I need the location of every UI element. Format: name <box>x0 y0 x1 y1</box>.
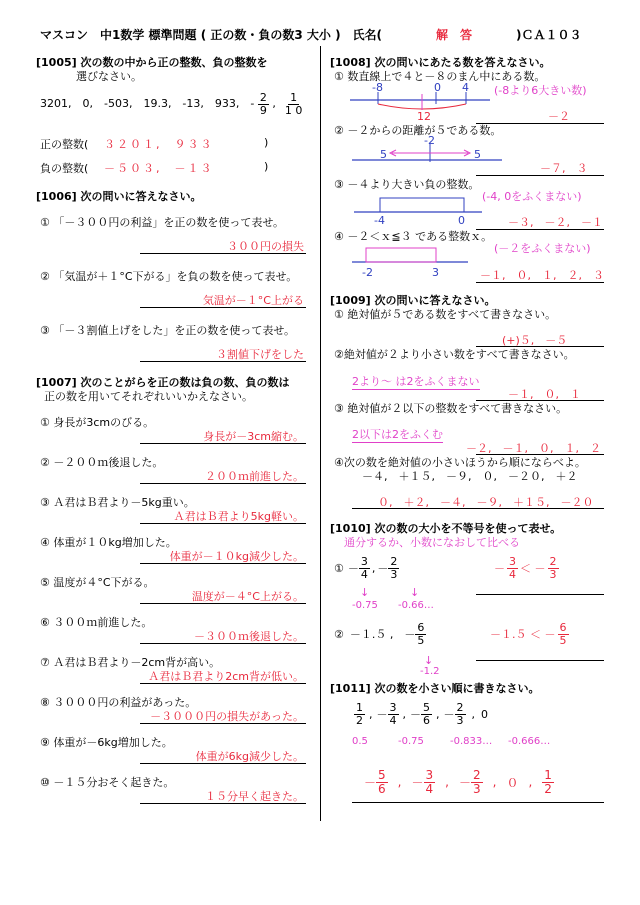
q1008-q2-answer: －７, ３ <box>540 162 588 175</box>
ans-frac <box>542 769 554 795</box>
q1010-p1-arrow2: ↓ <box>410 586 420 599</box>
minus: － <box>458 775 471 790</box>
q1008-heading: [1008] 次の問いにあたる数を答えなさい。 <box>330 56 551 69</box>
frac-den: 4 <box>389 713 397 727</box>
q1010-p2 <box>334 614 426 654</box>
neg-int-answer: －５０３, －１３ <box>104 162 214 175</box>
q1005-list: 3201, 0, -503, 19.3, -13, 933, - $\frac{2}{9}$ , $\frac{1}{1 0}$ <box>40 91 303 117</box>
ans-frac2 <box>548 556 559 580</box>
frac-num: 3 <box>360 554 368 568</box>
answer-label: 解 答 <box>436 28 473 42</box>
nl2-center: -2 <box>424 134 435 147</box>
q1010-p2-answer <box>490 614 569 654</box>
q1008-q3-note: (-4, 0をふくまない) <box>482 190 582 203</box>
q1010-p1-frac2 <box>388 556 399 580</box>
q1009-q4-list: －４, ＋１５, －９, ０, －２０, ＋２ <box>362 470 578 483</box>
q1010-p1-dec1: -0.75 <box>352 600 378 611</box>
q1005-frac2-den: 1 0 <box>284 103 303 117</box>
frac-num: 1 <box>356 700 363 714</box>
frac-num: 2 <box>472 767 481 782</box>
q1009-q1: ① 絶対値が５である数をすべて書きなさい。 <box>334 308 557 321</box>
frac-den: 4 <box>425 781 434 796</box>
q1010-heading: [1010] 次の数の大小を不等号を使って表せ。 <box>330 522 562 535</box>
answer-line <box>140 443 306 444</box>
frac-den: 6 <box>423 713 430 727</box>
q1006-heading: [1006] 次の問いに答えなさい。 <box>36 190 202 203</box>
sheet-code: )ＣＡ１０３ <box>516 28 582 42</box>
neg-int-label: 負の整数( <box>40 162 89 175</box>
frac-num: 1 <box>544 767 552 782</box>
answer-line <box>476 229 604 230</box>
q1011-frac <box>354 702 365 726</box>
q1010-p2-marker: ② <box>334 627 344 641</box>
frac-num: 3 <box>425 767 434 782</box>
q1008-q1-note: (-8より6大きい数) <box>494 84 587 97</box>
q1008-q4-answer: －１, ０, １, ２, ３ <box>480 269 604 282</box>
ans-frac <box>424 769 436 795</box>
frac-den: 3 <box>390 567 398 581</box>
answer-line <box>352 508 604 509</box>
q1011-dec2: -0.75 <box>398 736 424 747</box>
answer-line <box>476 594 604 595</box>
answer-line <box>140 683 306 684</box>
frac-num: 5 <box>378 767 386 782</box>
frac-den: 4 <box>360 567 368 581</box>
q1007-question: ⑧ ３０００円の利益があった。 <box>40 696 197 709</box>
q1008-q3: ③ －４より大きい負の整数。 <box>334 178 480 191</box>
q1009-heading: [1009] 次の問いに答えなさい。 <box>330 294 496 307</box>
frac-den: 5 <box>417 633 425 647</box>
nl2-right: 5 <box>474 148 481 161</box>
answer-line <box>140 253 306 254</box>
q1007-answer: Ａ君はＢ君より2cm背が低い。 <box>148 670 304 683</box>
q1010-p1-dash2: － <box>377 562 389 575</box>
answer-line <box>140 603 306 604</box>
page-title: マスコン 中1数学 標準問題 ( 正の数・負の数3 大小 ) 氏名( <box>40 28 383 42</box>
nl3-b: 0 <box>458 214 465 227</box>
q1011-frac <box>455 702 466 726</box>
q1011-dec1: 0.5 <box>352 736 368 747</box>
q1006-answer: ３割値下げをした <box>216 348 304 361</box>
frac-num: 2 <box>456 700 464 714</box>
nl1-c: 4 <box>462 81 469 94</box>
q1011-heading: [1011] 次の数を小さい順に書きなさい。 <box>330 682 540 695</box>
q1006-question: ① 「－３００円の利益」を正の数を使って表せ。 <box>40 216 285 229</box>
q1007-answer: 体重が6kg減少した。 <box>195 750 304 763</box>
q1009-q2: ②絶対値が２より小さい数をすべて書きなさい。 <box>334 348 575 361</box>
ans-left: －１.５ ＜ － <box>490 628 556 641</box>
q1009-q4: ④次の数を絶対値の小さいほうから順にならべよ。 <box>334 456 586 469</box>
q1007-question: ⑥ ３００ｍ前進した。 <box>40 616 153 629</box>
frac-num: 2 <box>549 554 557 568</box>
minus: － <box>376 708 388 721</box>
minus: － <box>443 708 455 721</box>
q1010-p2-dec: -1.2 <box>420 666 440 677</box>
pos-int-label: 正の整数( <box>40 138 89 151</box>
q1009-q3: ③ 絶対値が２以下の整数をすべて書きなさい。 <box>334 402 568 415</box>
q1007-question: ⑩ －１５分おそく起きた。 <box>40 776 175 789</box>
q1011-zero: 0 <box>481 707 488 721</box>
frac-den: 3 <box>472 781 481 796</box>
answer-line <box>140 803 306 804</box>
ans-frac <box>471 769 483 795</box>
answer-line <box>140 523 306 524</box>
q1007-question: ⑦ Ａ君はＢ君より－2cm背が高い。 <box>40 656 221 669</box>
q1008-q2: ② －２からの距離が５である数。 <box>334 124 502 137</box>
frac-num: 2 <box>390 554 398 568</box>
q1010-p1-dash1: － <box>347 562 359 575</box>
q1007-heading2: 正の数を用いてそれぞれいいかえなさい。 <box>44 390 253 403</box>
answer-line <box>140 643 306 644</box>
frac-num: 3 <box>509 554 516 568</box>
q1010-note: 通分するか、小数になおして比べる <box>344 536 520 549</box>
frac-den: 2 <box>544 781 552 796</box>
q1007-answer: －３０００円の損失があった。 <box>150 710 304 723</box>
nl4-b: 3 <box>432 266 439 279</box>
frac-den: 6 <box>378 781 386 796</box>
q1010-p1-dec2: -0.66… <box>398 600 434 611</box>
answer-line <box>352 802 604 803</box>
answer-line <box>140 307 306 308</box>
answer-line <box>140 763 306 764</box>
q1007-answer: 体重が－１０kg減少した。 <box>169 550 304 563</box>
q1011-frac <box>388 702 399 726</box>
nl3-a: -4 <box>374 214 385 227</box>
minus: － <box>410 708 421 721</box>
q1005-heading2: 選びなさい。 <box>76 70 142 83</box>
neg-int-close: ) <box>264 160 269 173</box>
q1007-question: ⑤ 温度が４°C下がる。 <box>40 576 155 589</box>
ans-dash: － <box>494 562 505 575</box>
q1009-q4-answer: ０, ＋２, －４, －９, ＋１５, －２０ <box>378 496 594 509</box>
frac-num: 6 <box>559 620 567 634</box>
answer-line <box>476 282 604 283</box>
q1009-q1-answer: (+)５, －５ <box>502 334 568 347</box>
answer-line <box>140 563 306 564</box>
q1006-question: ② 「気温が＋１°C下がる」を負の数を使って表せ。 <box>40 270 298 283</box>
frac-den: 5 <box>559 633 567 647</box>
q1008-q4-note: (－２をふくまない) <box>494 242 591 255</box>
q1010-p1-marker: ① <box>334 561 344 575</box>
q1010-p2-frac <box>415 622 426 646</box>
q1005-heading: [1005] 次の数の中から正の整数、負の整数を <box>36 56 268 69</box>
q1008-q1: ① 数直線上で４と－８のまん中にある数。 <box>334 70 546 83</box>
q1011-answer: － $\frac{5}{6}$ , － $\frac{3}{4}$ , － $\frac{2}{3}$ , ０ , $\frac{1}{2}$ <box>364 767 552 796</box>
q1007-answer: 身長が－3cm縮む。 <box>203 430 304 443</box>
frac-num: 3 <box>389 700 397 714</box>
q1007-question: ② －２００ｍ後退した。 <box>40 456 164 469</box>
q1007-answer: －３００ｍ後退した。 <box>194 630 304 643</box>
q1011-frac <box>421 702 432 726</box>
ans-frac <box>558 622 569 646</box>
q1007-answer: ２００ｍ前進した。 <box>205 470 304 483</box>
q1006-answer: ３００円の損失 <box>227 240 304 253</box>
frac-num: 5 <box>423 700 430 714</box>
answer-line <box>140 361 306 362</box>
minus: － <box>411 775 424 790</box>
q1007-question: ④ 体重が１０kg増加した。 <box>40 536 177 549</box>
q1006-question: ③ 「－３割値上げをした」を正の数を使って表せ。 <box>40 324 296 337</box>
nl1-a: -8 <box>372 81 383 94</box>
q1006-answer: 気温が－１°C上がる <box>202 294 304 307</box>
q1010-p1-frac1 <box>359 556 370 580</box>
q1005-frac1 <box>258 92 269 116</box>
ans-zero: ０ <box>506 775 519 790</box>
nl1-b: 0 <box>434 81 441 94</box>
q1008-q1-answer: －２ <box>548 110 570 123</box>
q1011-dec4: -0.666… <box>508 736 551 747</box>
frac-den: 2 <box>356 713 363 727</box>
q1010-p2-lead: －１.５ , － <box>349 628 416 641</box>
q1009-q2-answer: －１, ０, １ <box>508 388 581 401</box>
q1009-q3-note: 2以下は2をふくむ <box>352 428 443 441</box>
q1005-frac2-num: 1 <box>290 91 298 104</box>
q1007-question: ① 身長が3cmのびる。 <box>40 416 155 429</box>
q1005-frac2 <box>283 92 305 116</box>
q1007-question: ⑨ 体重が－6kg増加した。 <box>40 736 173 749</box>
q1009-q2-note: 2より～ は2をふくまない <box>352 375 480 388</box>
ans-mid: ＜ － <box>520 562 546 575</box>
q1010-p2-arrow: ↓ <box>424 654 434 667</box>
ans-frac1 <box>507 556 518 580</box>
q1010-p1-arrow1: ↓ <box>360 586 370 599</box>
q1005-list-text: 3201, 0, -503, 19.3, -13, 933, - <box>40 97 255 111</box>
q1011-list: $\frac{1}{2}$ , － $\frac{3}{4}$ , － $\frac{5}{6}$ , － $\frac{2}{3}$ , 0 <box>356 700 488 727</box>
minus: － <box>364 775 377 790</box>
pos-int-close: ) <box>264 136 269 149</box>
q1007-question: ③ Ａ君はＢ君より－5kg重い。 <box>40 496 195 509</box>
nl2-left: 5 <box>380 148 387 161</box>
q1010-p1-answer <box>494 548 559 588</box>
q1007-heading: [1007] 次のことがらを正の数は負の数、負の数は <box>36 376 290 389</box>
pos-int-answer: ３２０１, ９３３ <box>104 138 214 151</box>
frac-den: 3 <box>549 567 557 581</box>
q1005-frac1-den: 9 <box>259 103 267 117</box>
q1007-answer: １５分早く起きた。 <box>205 790 304 803</box>
q1008-q3-answer: －３, －２, －１ <box>508 216 603 229</box>
q1007-answer: Ａ君はＢ君より5kg軽い。 <box>173 510 304 523</box>
frac-den: 4 <box>509 567 516 581</box>
ans-frac <box>376 769 388 795</box>
answer-line <box>476 175 604 176</box>
q1005-frac1-num: 2 <box>259 91 267 104</box>
answer-line <box>140 483 306 484</box>
q1011-dec3: -0.833… <box>450 736 493 747</box>
frac-den: 3 <box>456 713 464 727</box>
frac-num: 6 <box>417 620 425 634</box>
nl1-mid: 12 <box>417 110 431 123</box>
column-divider <box>320 46 321 821</box>
q1009-q3-answer: －２, －１, ０, １, ２ <box>466 442 601 455</box>
answer-line <box>476 660 604 661</box>
q1010-p1: ① － $\frac{3}{4}$ , － $\frac{2}{3}$ <box>334 554 398 581</box>
nl4-a: -2 <box>362 266 373 279</box>
q1007-answer: 温度が－４°C上がる。 <box>191 590 304 603</box>
answer-line <box>140 723 306 724</box>
q1008-q4: ④ －２＜ｘ≦３ である整数ｘ。 <box>334 230 493 243</box>
